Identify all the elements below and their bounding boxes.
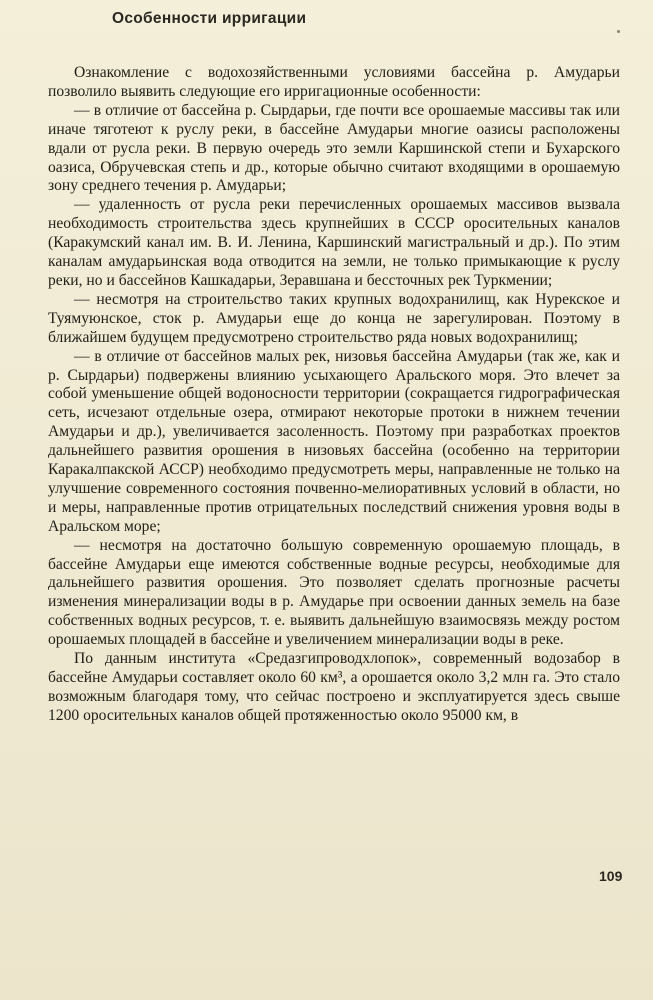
running-header: Особенности ирригации: [112, 10, 307, 27]
page-number: 109: [599, 868, 623, 884]
paragraph-canals: — удаленность от русла реки перечисленных орошаемых массивов вызвала необходимость строительства здесь крупнейших в СССР оросительных каналов (Каракумский канал им. В. И. Ленина, Каршинский магистральный и др.). По этим каналам амударьинская вода отводится на земли, не только примыкающие к руслу реки, но и бассейнов Кашкадарьи, Зеравшана и бессточных рек Туркмении;: [48, 196, 620, 289]
paragraph-reservoirs: — несмотря на строительство таких крупных водохранилищ, как Нурекское и Туямуюнское, сток р. Амударьи еще до конца не зарегулирован. Поэтому в ближайшем будущем предусмотрено строительство ряда новых водохранилищ;: [48, 290, 620, 346]
body-text: [48, 64, 620, 726]
paragraph-aral-sea: — в отличие от бассейнов малых рек, низовья бассейна Амударьи (так же, как и р. Сырдарьи) подвержены влиянию усыхающего Аральского моря. Это влечет за собой уменьшение общей водоносности территории (сокращается гидрографическая сеть, исчезают отдельные озера, отмирают некоторые протоки в нижнем течении Амударьи и др.), увеличивается засоленность. Поэтому при разработках проектов дальнейшего развития орошения в низовьях бассейна (особенно на территории Каракалпакской АССР) необходимо предусмотреть меры, направленные не только на улучшение современного состояния почвенно-мелиоративных условий в области, но и меры, направленные против отрицательных последствий снижения уровня воды в Аральском море;: [48, 347, 620, 535]
paragraph-institute-data: По данным института «Средазгипроводхлопок», современный водозабор в бассейне Амударьи составляет около 60 км³, а орошается около 3,2 млн га. Это стало возможным благодаря тому, что сейчас построено и эксплуатируется здесь свыше 1200 оросительных каналов общей протяженностью около 95000 км, в: [48, 650, 620, 724]
paragraph-oases: — в отличие от бассейна р. Сырдарьи, где почти все орошаемые массивы так или иначе тяготеют к руслу реки, в бассейне Амударьи многие оазисы расположены вдали от русла реки. В первую очередь это земли Каршинской степи и Бухарского оазиса, Обручевская степь и др., которые обычно считают входящими в орошаемую зону среднего течения р. Амударьи;: [48, 101, 620, 195]
paragraph-water-resources: — несмотря на достаточно большую современную орошаемую площадь, в бассейне Амударьи еще имеются собственные водные ресурсы, необходимые для дальнейшего развития орошения. Это позволяет сделать прогнозные расчеты изменения минерализации воды в р. Амударье при освоении данных земель на базе собственных водных ресурсов, т. е. выявить дальнейшую взаимосвязь между ростом орошаемых площадей в бассейне и увеличением минерализации воды в реке.: [48, 536, 620, 649]
print-speck: [617, 30, 620, 33]
paragraph-intro: Ознакомление с водохозяйственными условиями бассейна р. Амударьи позволило выявить следующие его ирригационные особенности:: [48, 64, 620, 100]
